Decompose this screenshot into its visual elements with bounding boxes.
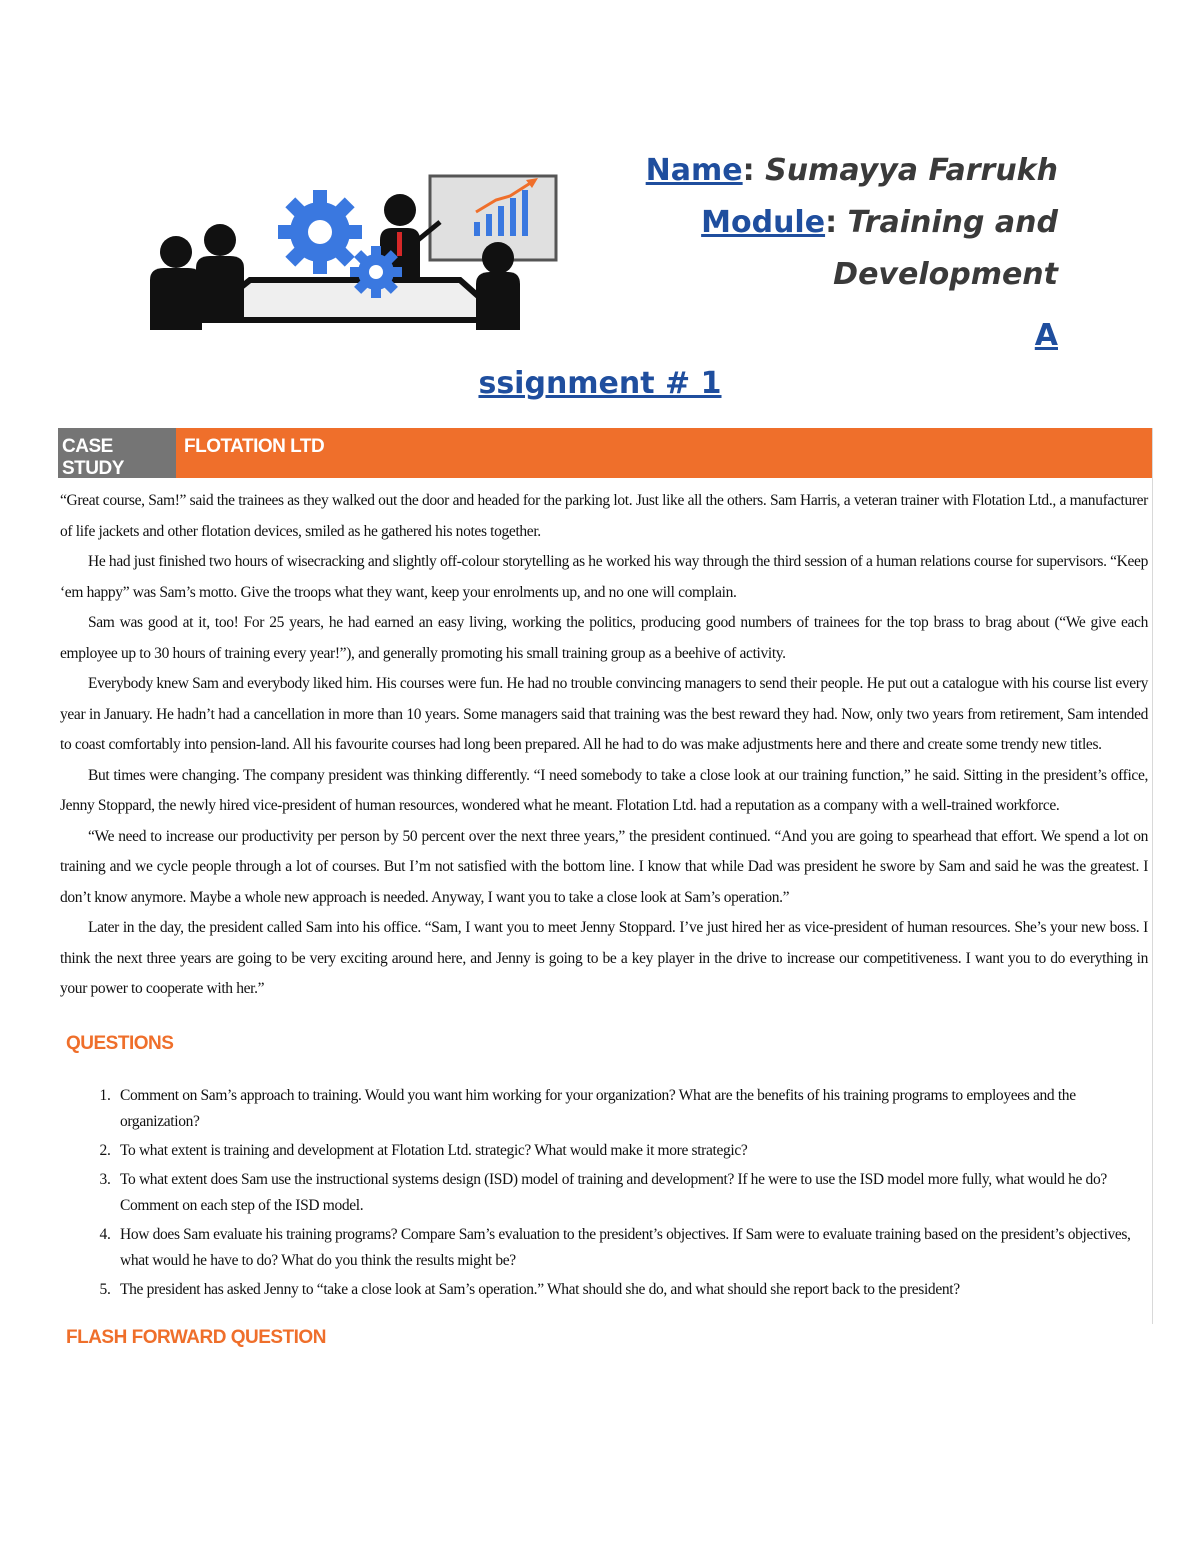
case-paragraph: He had just finished two hours of wisecracking and slightly off-colour storytelling as he worked his way through the third session of a human relations course for supervisors. “Keep ‘em happy” was Sam’s motto. Give the troops what they want, keep your enrolments up, and no one will complain. [60, 553, 1148, 601]
module-label: Module [701, 205, 826, 240]
case-paragraph: “We need to increase our productivity per person by 50 percent over the next three years,” the president continued. “And you are going to spearhead that effort. We spend a lot on training and we cycle people through a lot of courses. But I’m not satisfied with the bottom line. I know that while Dad was president he swore by Sam and said he was the greatest. I don’t know anymore. Maybe a whole new approach is needed. Anyway, I want you to take a close look at Sam’s operation.” [60, 827, 1148, 906]
module-line-2 [538, 249, 1058, 301]
training-meeting-illustration [140, 160, 560, 330]
question-item: 1. Comment on Sam’s approach to training. Would you want him working for your organization? What are the benefits of his training programs to employees and the organization? [114, 1083, 1152, 1135]
name-value: Sumayya Farrukh [765, 153, 1058, 188]
case-paragraph: Sam was good at it, too! For 25 years, he had earned an easy living, working the politics, producing good numbers of trainees for the top brass to brag about (“We give each employee up to 30 hours of training every year!”), and generally promoting his small training group as a beehive of activity. [60, 614, 1148, 662]
case-study-document [58, 428, 1153, 1348]
questions-heading: QUESTIONS [66, 1032, 174, 1054]
question-item: 2. To what extent is training and development at Flotation Ltd. strategic? What would make it more strategic? [114, 1138, 1152, 1164]
case-paragraph: Later in the day, the president called Sam into his office. “Sam, I want you to meet Jenny Stoppard. I’ve just hired her as vice-president of human resources. She’s your new boss. I think the next three years are going to be very exciting around here, and Jenny is going to be a key player in the drive to increase our competitiveness. I want you to do everything in your power to cooperate with her.” [60, 919, 1148, 997]
assignment-title: ssignment # 1 [478, 366, 722, 401]
module-value-line1: Training and [847, 205, 1058, 240]
case-paragraph: “Great course, Sam!” said the trainees as they walked out the door and headed for the parking lot. Just like all the others. Sam Harris, a veteran trainer with Flotation Ltd., a manufacturer of life jackets and other flotation devices, smiled as he gathered his notes together. [60, 492, 1148, 540]
case-study-banner [58, 428, 1152, 478]
assignment-first-letter: A [1034, 318, 1058, 353]
questions-list [58, 1083, 1152, 1303]
case-study-tag: CASE STUDY [58, 428, 176, 478]
question-item: 5. The president has asked Jenny to “take a close look at Sam’s operation.” What should she do, and what should she report back to the president? [114, 1277, 1152, 1303]
question-item: 4. How does Sam evaluate his training programs? Compare Sam’s evaluation to the president’s objectives. If Sam were to evaluate training based on the president’s objectives, what would he have to do? What do you think the results might be? [114, 1222, 1152, 1274]
case-paragraph: But times were changing. The company president was thinking differently. “I need somebody to take a close look at our training function,” he said. Sitting in the president’s office, Jenny Stoppard, the newly hired vice-president of human resources, wondered what he meant. Flotation Ltd. had a reputation as a company with a well-trained workforce. [60, 766, 1148, 814]
name-line: Name: Sumayya Farrukh [645, 153, 1058, 188]
header-info [538, 145, 1058, 301]
case-paragraph: Everybody knew Sam and everybody liked him. His courses were fun. He had no trouble convincing managers to send their people. He put out a catalogue with his course list every year in January. He hadn’t had a cancellation in more than 10 years. Some managers said that training was the best reward they had. Now, only two years from retirement, Sam intended to coast comfortably into pension-land. All his favourite courses had long been prepared. All he had to do was make adjustments here and there and create some trendy new titles. [60, 675, 1148, 753]
name-label: Name [645, 153, 743, 188]
case-study-body [58, 478, 1152, 1005]
module-value-line2: Development [833, 257, 1058, 292]
flash-forward-heading: FLASH FORWARD QUESTION [66, 1326, 326, 1348]
module-line: Module: Training and [701, 205, 1058, 240]
question-item: 3. To what extent does Sam use the instructional systems design (ISD) model of training and development? If he were to use the ISD model more fully, what would he do? Comment on each step of the ISD model. [114, 1167, 1152, 1219]
case-study-title: FLOTATION LTD [184, 436, 325, 457]
